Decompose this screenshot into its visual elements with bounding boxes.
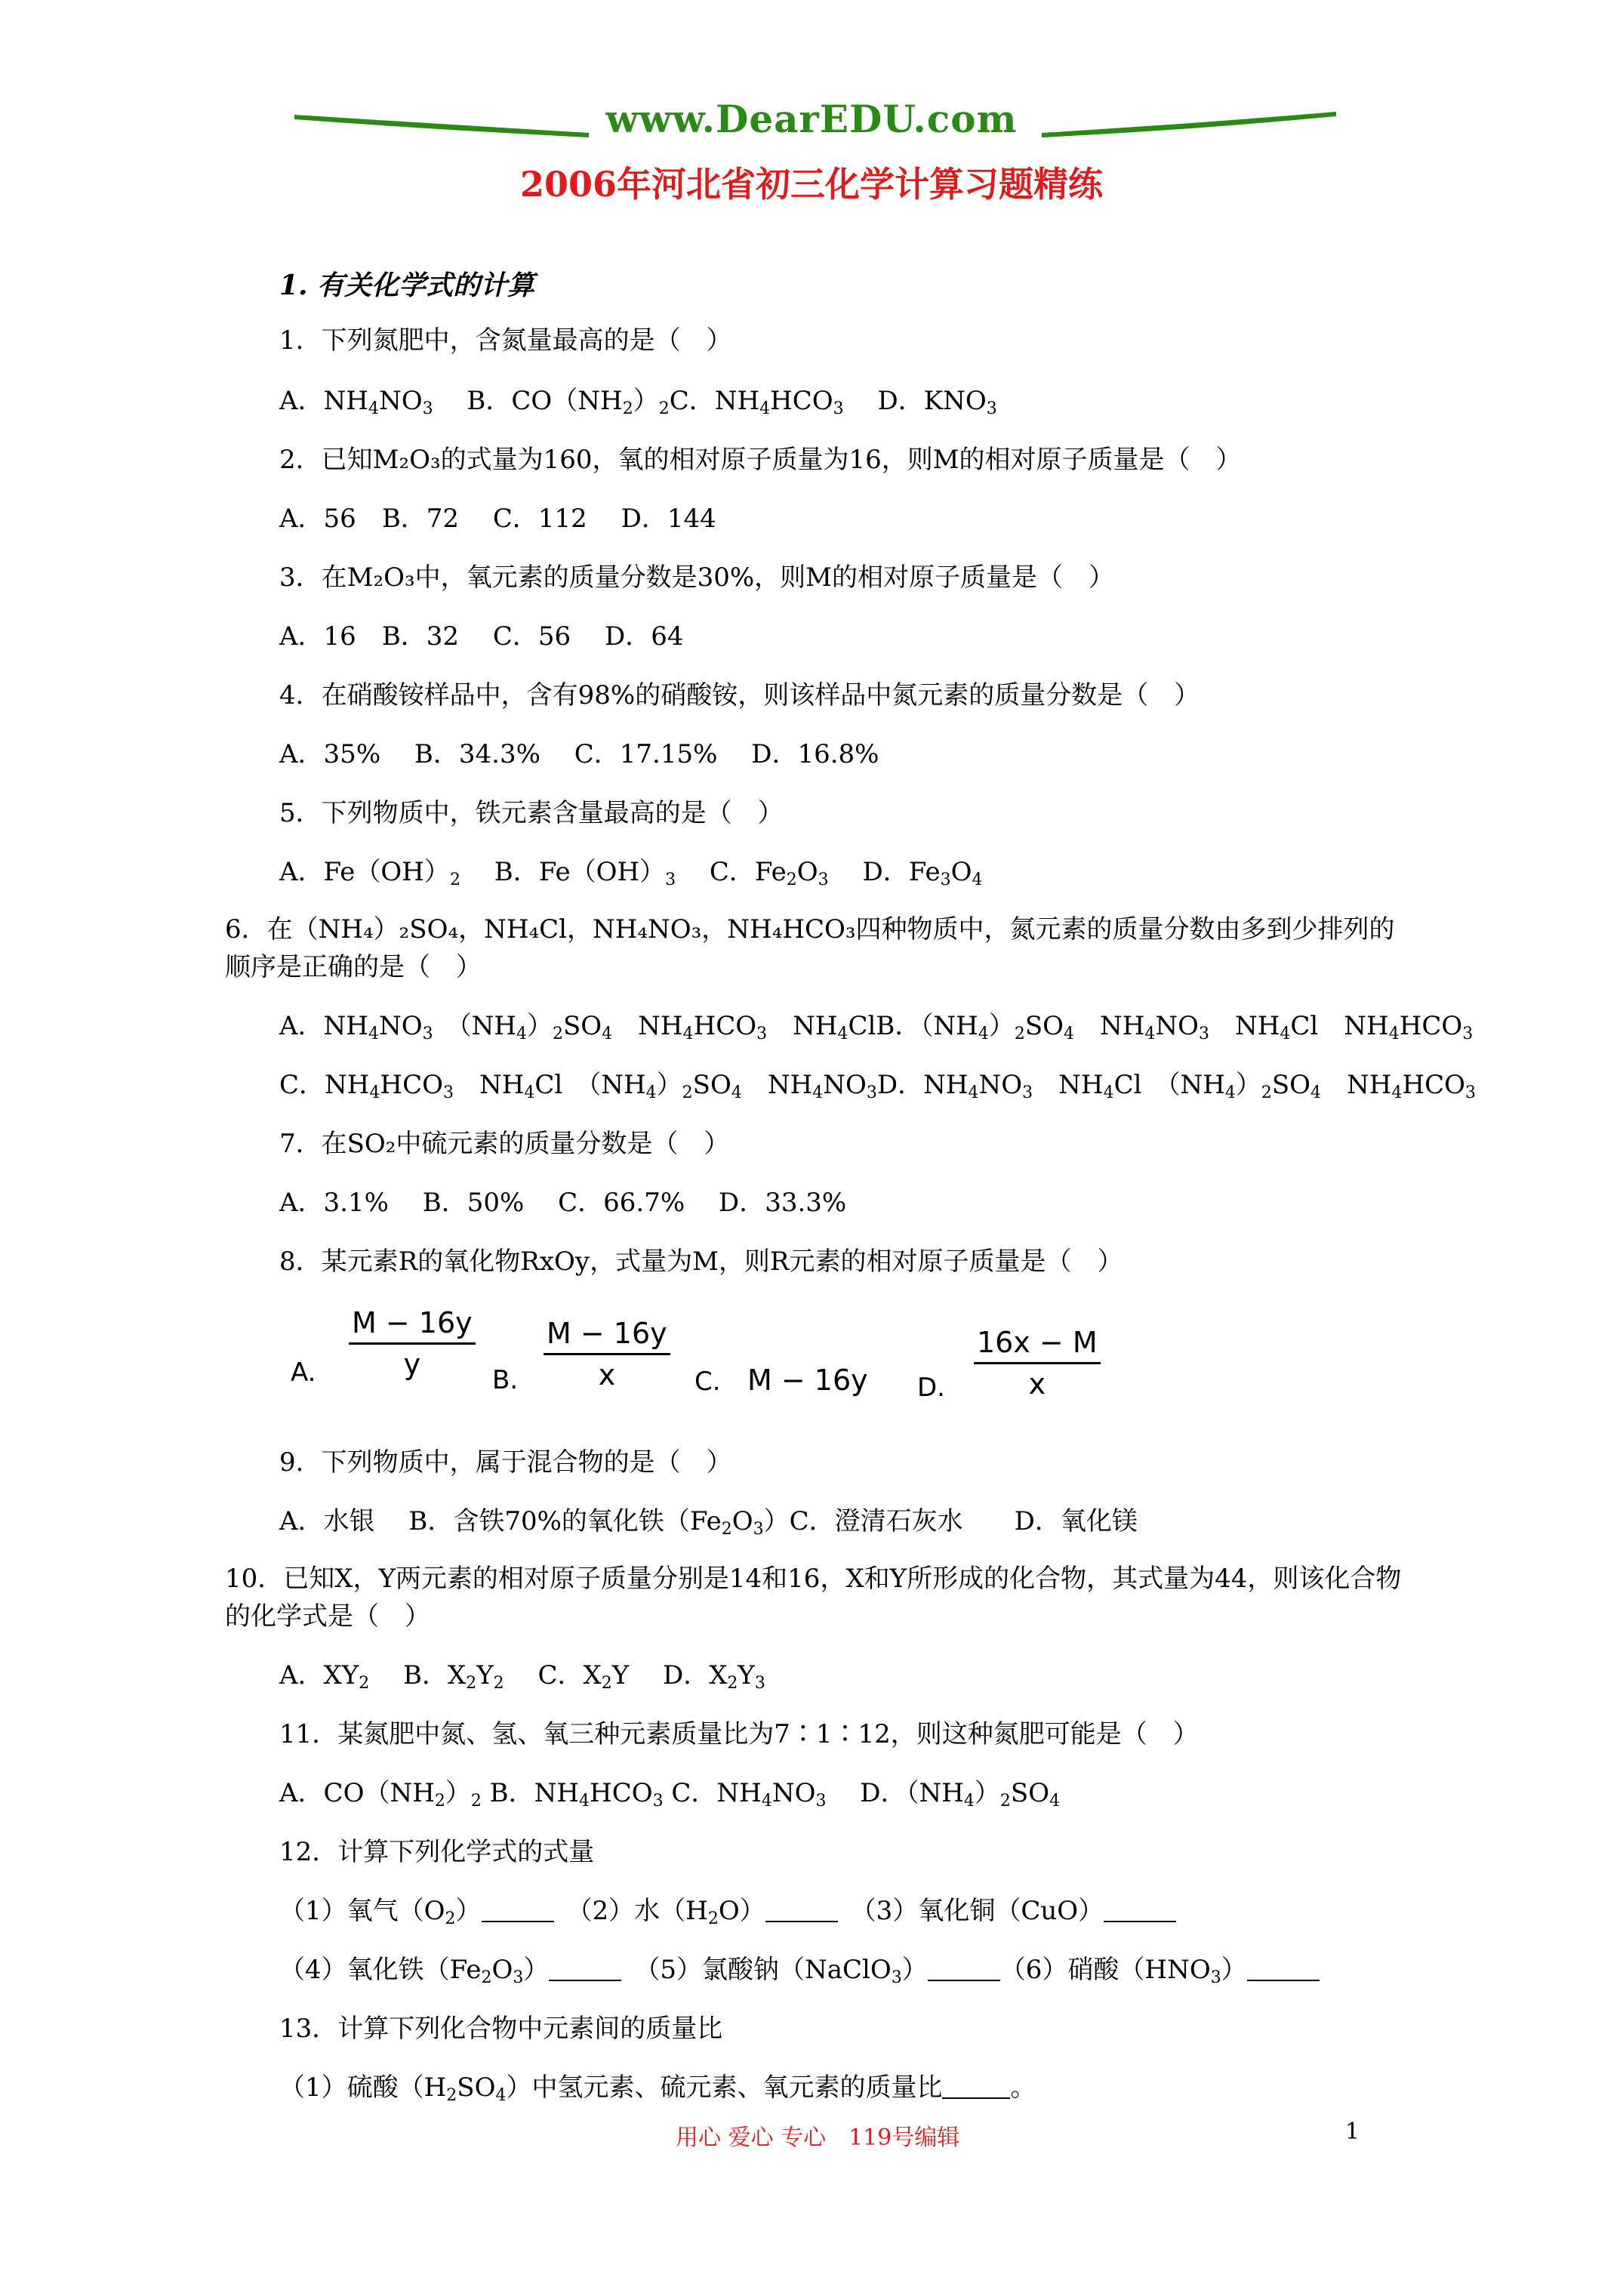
question-5: 5．下列物质中，铁元素含量最高的是（ ） (279, 798, 784, 828)
fraction-denominator: x (1028, 1367, 1046, 1401)
question-4-options: A．35% B．34.3% C．17.15% D．16.8% (279, 739, 879, 769)
question-4: 4．在硝酸铵样品中，含有98%的硝酸铵，则该样品中氮元素的质量分数是（ ） (279, 680, 1200, 710)
fraction-denominator: x (598, 1358, 616, 1391)
question-6-options-cd: C．$NH_4HCO_3$ $NH_4Cl$ $(NH_4)_2SO_4$ $NH_4NO_3D$．$NH_4NO_3$ $NH_4Cl$ $(NH_4)_2SO_4$ $NH_4HCO_3$ (279, 1070, 1476, 1102)
fraction-numerator: M − 16y (352, 1306, 473, 1339)
question-8: 8．某元素R的氧化物RxOy，式量为M，则R元素的相对原子质量是（ ） (279, 1247, 1123, 1277)
question-9: 9．下列物质中，属于混合物的是（ ） (279, 1447, 732, 1478)
page-number: 1 (1345, 2119, 1360, 2145)
question-11-options: A．$CO(NH_2)_2$ B．$NH_4HCO_3$ C．$NH_4NO_3$ D．$(NH_4)_2SO_4$ (279, 1778, 1061, 1811)
question-2: 2．已知M₂O₃的式量为160，氧的相对原子质量为16，则M的相对原子质量是（ ） (279, 445, 1242, 475)
question-10-options: A．$XY_2$ B．$X_2Y_2$ C．$X_2Y$ D．$X_2Y_3$ (279, 1660, 765, 1693)
question-13-part-1: （1）硫酸$(H_2SO_4)$中氢元素、硫元素、氧元素的质量比 。 (279, 2073, 1036, 2105)
question-12-row-2: （4）氧化铁$(Fe_2O_3)$ （5）氯酸钠（NaClO$_3$） （6）硝酸$(HNO_3)$ (279, 1952, 1320, 1987)
option-c-expression: M − 16y (747, 1364, 868, 1397)
fraction-bar (349, 1342, 476, 1345)
question-11: 11．某氮肥中氮、氢、氧三种元素质量比为7∶1∶12，则这种氮肥可能是（ ） (279, 1719, 1199, 1749)
site-banner[interactable]: www.DearEDU.com (605, 97, 1018, 141)
question-12-row-1: （1）氧气$(O_2)$ （2）水$(H_2O)$ （3）氧化铜（CuO） (279, 1894, 1176, 1928)
fraction-numerator: 16x − M (977, 1326, 1098, 1359)
question-7: 7．在SO₂中硫元素的质量分数是（ ） (279, 1129, 730, 1159)
question-1-options: A．$NH_4NO_3$ B．$CO(NH_2)_2C$．$NH_4HCO_3$ D．$KNO_3$ (279, 386, 997, 418)
question-3-options: A．16 B．32 C．56 D．64 (279, 621, 684, 652)
fraction-bar (544, 1353, 670, 1355)
option-d-label: D. (917, 1373, 945, 1403)
section-heading: 1. 有关化学式的计算 (279, 270, 535, 301)
fraction-numerator: M − 16y (547, 1317, 667, 1350)
fraction-denominator: y (403, 1348, 421, 1381)
question-6-options-ab: A．$NH_4NO_3$ $(NH_4)_2SO_4$ $NH_4HCO_3$ $NH_4ClB$．$(NH_4)_2SO_4$ $NH_4NO_3$ $NH_4Cl$ $NH_4HCO_3$ (279, 1011, 1474, 1043)
question-5-options: A．$Fe(OH)_2$ B．$Fe(OH)_3$ C．$Fe_2O_3$ D．$Fe_3O_4$ (279, 857, 983, 889)
question-10: 10．已知X，Y两元素的相对原子质量分别是14和16，X和Y所形成的化合物，其式量为44，则该化合物的化学式是（ ） (225, 1564, 1402, 1632)
fraction-bar (974, 1362, 1101, 1364)
question-9-options: A．水银 B．含铁70%的氧化铁$(Fe_2O_3)C$．澄清石灰水 D．氧化镁 (279, 1506, 1138, 1539)
question-2-options: A．56 B．72 C．112 D．144 (279, 504, 716, 534)
option-a-fraction (349, 1306, 476, 1381)
question-12: 12．计算下列化学式的式量 (279, 1837, 595, 1867)
option-d-fraction (974, 1326, 1101, 1401)
option-b-label: B. (492, 1365, 519, 1395)
question-7-options: A．3.1% B．50% C．66.7% D．33.3% (279, 1188, 847, 1218)
option-a-label: A. (291, 1358, 316, 1388)
question-1: 1．下列氮肥中，含氮量最高的是（ ） (279, 325, 732, 356)
question-13: 13．计算下列化合物中元素间的质量比 (279, 2014, 723, 2044)
question-3: 3．在M₂O₃中，氧元素的质量分数是30%，则M的相对原子质量是（ ） (279, 562, 1114, 593)
page-title: 2006年河北省初三化学计算习题精练 (519, 164, 1104, 205)
option-b-fraction (544, 1317, 670, 1391)
option-c-label: C. (694, 1367, 721, 1397)
footer-text: 用心 爱心 专心 119号编辑 (676, 2125, 960, 2151)
question-6: 6．在（NH₄）₂SO₄，NH₄Cl，NH₄NO₃，NH₄HCO₃四种物质中，氮元素的质量分数由多到少排列的顺序是正确的是（ ） (225, 914, 1395, 982)
